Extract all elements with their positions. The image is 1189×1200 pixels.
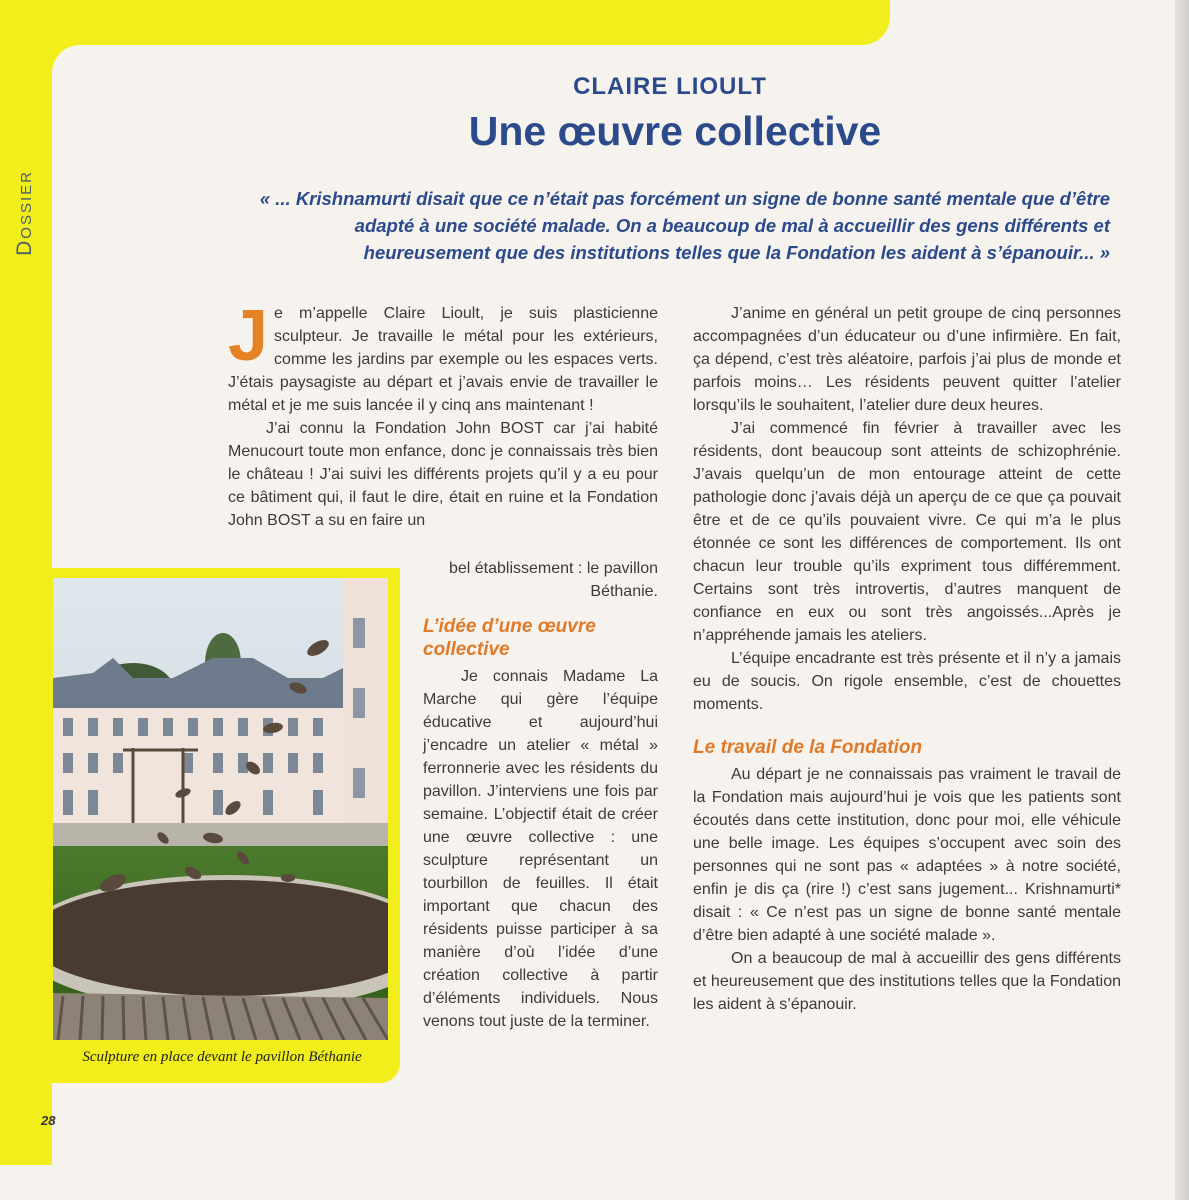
subheading-foundation-work: Le travail de la Fondation: [693, 737, 923, 758]
left-column-top: [228, 296, 658, 532]
intro-quote: « ... Krishnamurti disait que ce n’était pas forcément un signe de bonne santé mentale que d’être adapté à une société malade. On a beaucoup de mal à accueillir des gens différents et heureusement que des institutions telles que la Fondation les aident à s’épanouir... »: [259, 188, 1110, 263]
left-column-bottom: [423, 557, 658, 1033]
page-gutter: [1175, 0, 1189, 1200]
paragraph: L’équipe encadrante est très présente et il n’y a jamais eu de soucis. On rigole ensemble, c’est de chouettes moments.: [693, 650, 1121, 713]
building-garden-illustration: [53, 578, 388, 1040]
page-number: 28: [41, 1113, 56, 1128]
sculpture-photo: [53, 578, 388, 1040]
paragraph: J’ai commencé fin février à travailler avec les résidents, dont beaucoup sont atteints de schizophrénie. J’avais quelqu’un de mon entourage atteint de cette pathologie donc j’avais déjà un aperçu de ce que ça pouvait être et de ce qu’ils pouvaient vivre. Ce qui m’a le plus étonnée ce sont les différences de comportement. Ils ont chacun leur trouble qu’ils expriment tous différemment. Certains sont très introvertis, d’autres manquent de confiance en eux ou sont très angoissés...Après je n’appréhende jamais les ateliers.: [693, 420, 1121, 644]
photo-caption: Sculpture en place devant le pavillon Béthanie: [82, 1049, 362, 1065]
paragraph: Je connais Madame La Marche qui gère l’équipe éducative et aujourd’hui j’encadre un atelier « métal » ferronnerie avec les résidents du pavillon. J’interviens une fois par semaine. L’objectif était de créer une œuvre collective : une sculpture représentant un tourbillon de feuilles. Il était important que chacun des résidents puisse participer à sa manière d’où l’idée d’une création collective à partir d’éléments individuels. Nous venons tout juste de la terminer.: [423, 668, 658, 1030]
section-label: Dossier: [13, 170, 36, 256]
subheading-collective-work: L’idée d’une œuvre collective: [423, 616, 596, 660]
article-headline: Une œuvre collective: [468, 108, 882, 154]
drop-cap: J: [228, 296, 269, 376]
yellow-frame-top: [0, 0, 890, 45]
paragraph: J’anime en général un petit groupe de cinq personnes accompagnées d’un éducateur ou d’une infirmière. En fait, ça dépend, c’est très aléatoire, parfois j’ai plus de monde et parfois moins… Les résidents peuvent quitter l’atelier lorsqu’ils le souhaitent, l’atelier dure deux heures.: [693, 305, 1121, 414]
right-column: [693, 302, 1121, 1016]
paragraph: J’ai connu la Fondation John BOST car j’ai habité Menucourt toute mon enfance, donc je connaissais très bien le château ! J’ai suivi les différents projets qu’il y a eu pour ce bâtiment qui, il faut le dire, était en ruine et la Fondation John BOST a su en faire un: [228, 420, 658, 529]
paragraph: e m’appelle Claire Lioult, je suis plasticienne sculpteur. Je travaille le métal pour les extérieurs, comme les jardins par exemple ou les espaces verts. J’étais paysagiste au départ et j’avais envie de travailler le métal et je me suis lancée il y cinq ans maintenant !: [228, 305, 658, 414]
paragraph: Au départ je ne connaissais pas vraiment le travail de la Fondation mais aujourd’hui je vois que les patients sont écoutés dans cette institution, donc pour moi, elle véhicule une belle image. Les équipes s’occupent avec soin des personnes qui ne sont pas « adaptées » à notre société, enfin je dis ça (rire !) c’est sans jugement... Krishnamurti* disait : « Ce n’est pas un signe de bonne santé mentale d’être bien adapté à une société malade ».: [693, 766, 1121, 944]
paragraph: On a beaucoup de mal à accueillir des gens différents et heureusement que des institutions telles que la Fondation les aident à s’épanouir.: [693, 950, 1121, 1013]
paragraph-continuation: bel établissement : le pavillon Béthanie.: [448, 560, 658, 600]
author-name: CLAIRE LIOULT: [573, 73, 767, 100]
